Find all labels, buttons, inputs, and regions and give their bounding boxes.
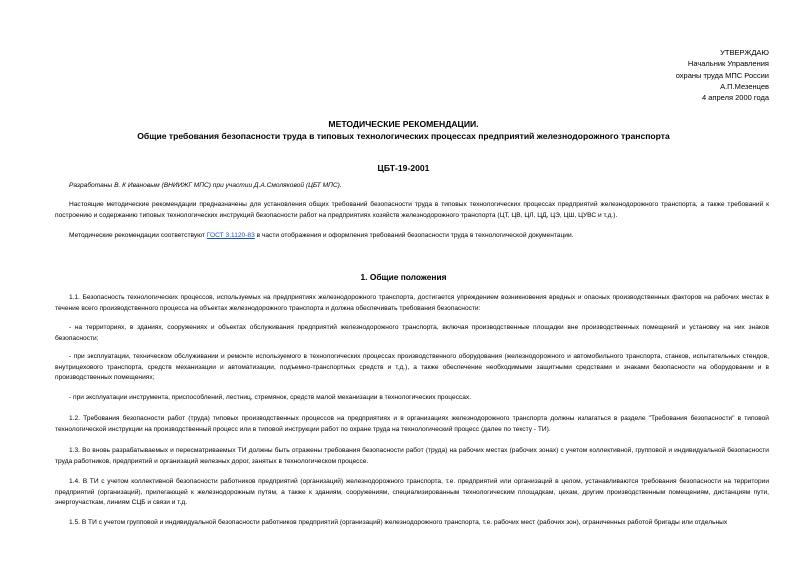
approval-date: 4 апреля 2000 года [702, 93, 769, 103]
compliance-paragraph [55, 231, 769, 242]
gost-link[interactable]: ГОСТ 3.1120-83 [206, 232, 255, 239]
authors-note: Разработаны В. К Ивановым (ВНИИЖГ МПС) при участии Д.А.Смоляковой (ЦБТ МПС). [69, 182, 342, 189]
paragraph-1-4: 1.4. В ТИ с учетом коллективной безопасности работников предприятий (организаций) железнодорожного транспорта, т.е. предприятий или организаций в целом, устанавливаются требования безопасности на территории предприятий (организаций), прилегающей к железнодорожным путям, а также к зданиям, сооружениям, специализированным технологическим площадкам, цехам, другим производственным помещениям, дистанциям пути, энергоучасткам, линиям СЦБ и связи и т.д. [55, 478, 769, 506]
approval-heading: УТВЕРЖДАЮ [720, 48, 769, 57]
bullet-equipment: - при эксплуатации, техническом обслуживании и ремонте используемого в технологических процессах производственного оборудования (железнодорожного и автомобильного транспорта, станков, испытательных стендов, внутрицехового транспорта, средств механизации и автоматизации, подъемно-транспортных средств и т.д.), а также обеспечение необходимыми защитными средствами и знаками безопасности на оборудовании и в производственных помещениях; [55, 353, 769, 381]
compliance-text-before: Методические рекомендации соответствуют [69, 232, 207, 239]
document-title-block [40, 118, 767, 142]
bullet-tools: - при эксплуатации инструмента, приспособлений, лестниц, стремянок, средств малой механизации в технологических процессах. [69, 394, 472, 401]
bullet-territories: - на территориях, в зданиях, сооружениях и объектах обслуживания предприятий железнодорожного транспорта, включая производственные площадки вне производственных помещений и установку на них знаков безопасности; [55, 324, 769, 342]
intro-paragraph: Настоящие методические рекомендации предназначены для установления общих требований безопасности труда в типовых технологических процессах предприятий железнодорожного транспорта, а также требований к построению и содержанию типовых технологических инструкций безопасности работ на предприятиях хозяйств железнодорожного транспорта (ЦТ, ЦВ, ЦЛ, ЦД, ЦЭ, ЦШ, ЦУВС и т.д.). [55, 201, 769, 219]
section-heading: 1. Общие положения [360, 272, 447, 282]
approval-block [676, 47, 769, 103]
document-code: ЦБТ-19-2001 [377, 163, 430, 173]
paragraph-1-3: 1.3. Во вновь разрабатываемых и пересматриваемых ТИ должны быть отражены требования безопасности работ (труда) на рабочих местах (рабочих зонах) с учетом коллективной, групповой и индивидуальной безопасности труда работников, предприятий и организаций железных дорог, занятых в технологическом процессе. [55, 447, 769, 465]
approval-department: охраны труда МПС России [675, 70, 769, 80]
paragraph-1-2: 1.2. Требования безопасности работ (труда) типовых производственных процессов на предприятиях и в организациях железнодорожного транспорта должны излагаться в разделе "Требования безопасности" в типовой технологической инструкции на производственный процесс или в типовой инструкции работ по охране труда на технологический процесс (далее по тексту - ТИ). [55, 415, 769, 433]
approval-signatory: А.П.Мезенцев [720, 81, 769, 91]
paragraph-1-5: 1.5. В ТИ с учетом групповой и индивидуальной безопасности работников предприятий (организаций) железнодорожного транспорта, т.е. рабочих мест (рабочих зон), ограниченных работой бригады или отдельных [69, 519, 728, 526]
document-title: МЕТОДИЧЕСКИЕ РЕКОМЕНДАЦИИ. [328, 119, 479, 129]
document-subtitle: Общие требования безопасности труда в типовых технологических процессах предприятий железнодорожного транспорта [137, 131, 670, 141]
paragraph-1-1: 1.1. Безопасность технологических процессов, используемых на предприятиях железнодорожного транспорта, достигается упреждением возникновения вредных и опасных производственных факторов на рабочих местах в течение всего производственного процесса на объектах железнодорожного транспорта и должна обеспечивать требования безопасности: [55, 294, 769, 312]
compliance-text-after: в части отображения и оформления требований безопасности труда в технологической документации. [254, 232, 574, 239]
approval-position: Начальник Управления [687, 59, 769, 69]
